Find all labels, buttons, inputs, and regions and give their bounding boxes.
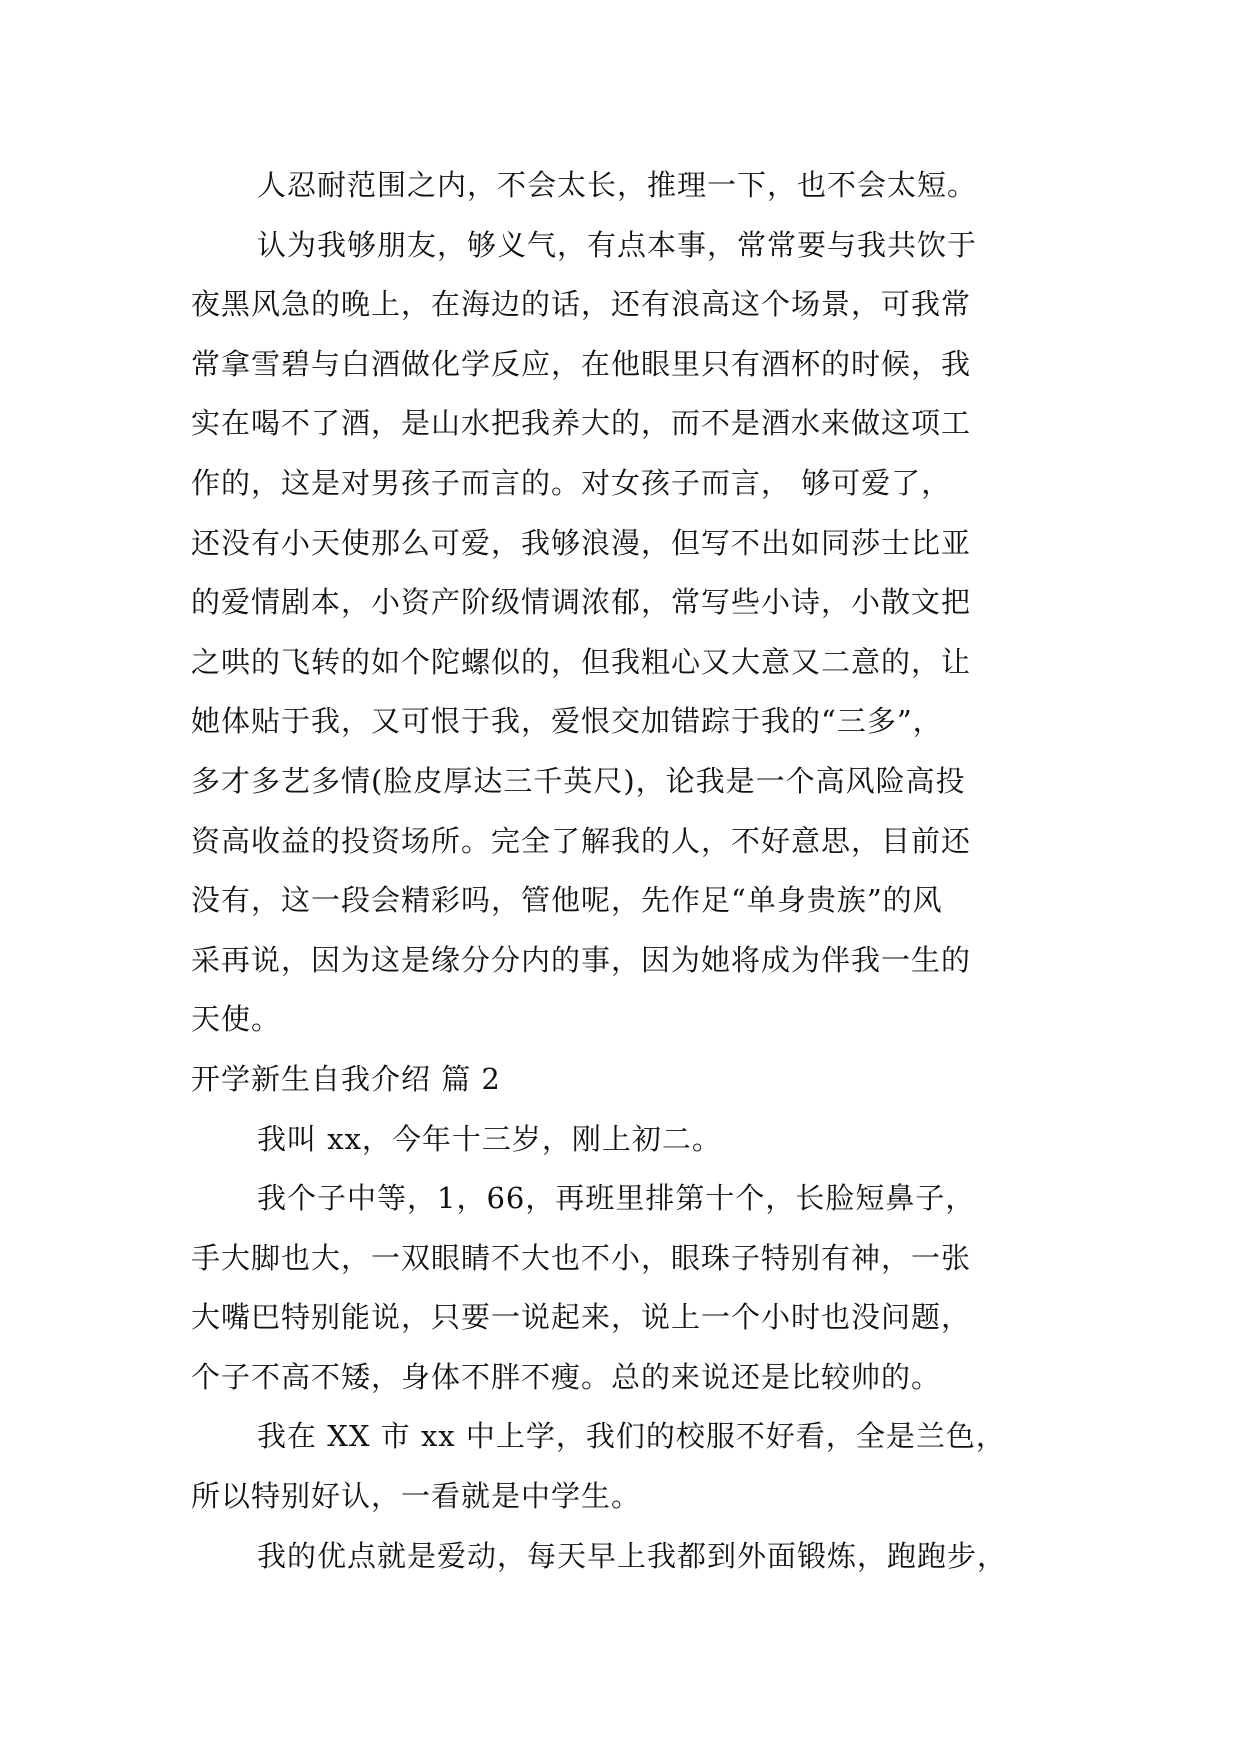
paragraph-line: 她体贴于我，又可恨于我，爱恨交加错踪于我的“三多”， [191, 704, 943, 739]
paragraph-line: 个子不高不矮，身体不胖不瘦。总的来说还是比较帅的。 [191, 1359, 942, 1394]
paragraph-line: 我个子中等，1，66，再班里排第十个，长脸短鼻子， [257, 1181, 976, 1216]
paragraph-line: 手大脚也大，一双眼睛不大也不小，眼珠子特别有神，一张 [191, 1240, 972, 1275]
paragraph-line: 我在 XX 市 xx 中上学，我们的校服不好看，全是兰色， [257, 1419, 1006, 1454]
paragraph-line: 我叫 xx，今年十三岁，刚上初二。 [257, 1121, 722, 1156]
paragraph-line: 多才多艺多情(脸皮厚达三千英尺)，论我是一个高风险高投 [191, 763, 966, 798]
paragraph-line: 作的，这是对男孩子而言的。对女孩子而言， 够可爱了， [191, 465, 952, 500]
paragraph-line: 夜黑风急的晚上，在海边的话，还有浪高这个场景，可我常 [191, 287, 972, 322]
paragraph-line: 资高收益的投资场所。完全了解我的人，不好意思，目前还 [191, 823, 972, 858]
paragraph-line: 我的优点就是爱动，每天早上我都到外面锻炼，跑跑步， [257, 1538, 1008, 1573]
document-body [191, 156, 1071, 1586]
paragraph-line: 实在喝不了酒，是山水把我养大的，而不是酒水来做这项工 [191, 406, 972, 441]
paragraph-line: 人忍耐范围之内，不会太长，推理一下，也不会太短。 [257, 168, 978, 202]
paragraph-line: 之哄的飞转的如个陀螺似的，但我粗心又大意又二意的，让 [191, 644, 972, 679]
paragraph-line: 的爱情剧本，小资产阶级情调浓郁，常写些小诗，小散文把 [191, 585, 972, 620]
paragraph-line: 采再说，因为这是缘分分内的事，因为她将成为伴我一生的 [191, 942, 972, 977]
paragraph-line: 大嘴巴特别能说，只要一说起来，说上一个小时也没问题， [191, 1300, 972, 1335]
section-heading: 开学新生自我介绍 篇 2 [191, 1061, 501, 1096]
paragraph-line: 天使。 [191, 1002, 282, 1037]
paragraph-line: 还没有小天使那么可爱，我够浪漫，但写不出如同莎士比亚 [191, 525, 972, 560]
paragraph-line: 常拿雪碧与白酒做化学反应，在他眼里只有酒杯的时候，我 [191, 346, 972, 381]
paragraph-line: 没有，这一段会精彩吗，管他呢，先作足“单身贵族”的风 [191, 883, 943, 918]
paragraph-line: 所以特别好认，一看就是中学生。 [191, 1479, 642, 1514]
paragraph-line: 认为我够朋友，够义气，有点本事，常常要与我共饮于 [257, 227, 978, 262]
